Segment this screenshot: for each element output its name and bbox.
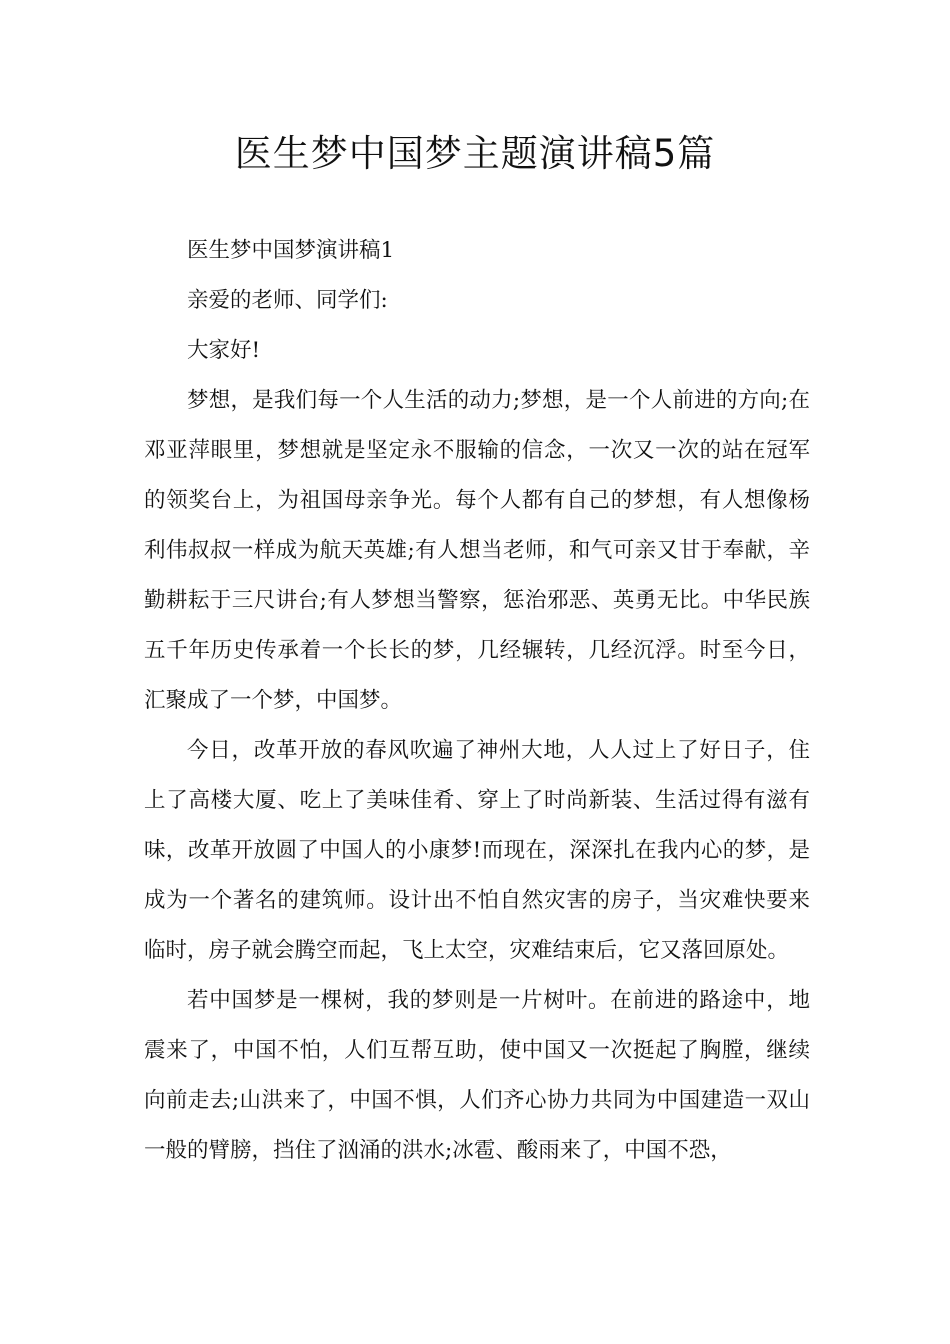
paragraph-tree: 若中国梦是一棵树，我的梦则是一片树叶。在前进的路途中，地震来了，中国不怕，人们互帮互助，使中国又一次挺起了胸膛，继续向前走去;山洪来了，中国不惧，人们齐心协力共同为中国建造一双山一般的臂膀，挡住了汹涌的洪水;冰雹、酸雨来了，中国不恐，: [144, 988, 810, 1163]
paragraph-salutation: 亲爱的老师、同学们:: [187, 288, 388, 313]
paragraph-reform: 今日，改革开放的春风吹遍了神州大地，人人过上了好日子，住上了高楼大厦、吃上了美味佳肴、穿上了时尚新装、生活过得有滋有味，改革开放圆了中国人的小康梦!而现在，深深扎在我内心的梦，是成为一个著名的建筑师。设计出不怕自然灾害的房子，当灾难快要来临时，房子就会腾空而起，飞上太空，灾难结束后，它又落回原处。: [144, 738, 810, 963]
paragraph-greeting: 大家好!: [187, 338, 261, 363]
document-body: [144, 226, 810, 1176]
paragraph-dream-intro: 梦想，是我们每一个人生活的动力;梦想，是一个人前进的方向;在邓亚萍眼里，梦想就是坚定永不服输的信念，一次又一次的站在冠军的领奖台上，为祖国母亲争光。每个人都有自己的梦想，有人想像杨利伟叔叔一样成为航天英雄;有人想当老师，和气可亲又甘于奉献，辛勤耕耘于三尺讲台;有人梦想当警察，惩治邪恶、英勇无比。中华民族五千年历史传承着一个长长的梦，几经辗转，几经沉浮。时至今日，汇聚成了一个梦，中国梦。: [144, 388, 810, 713]
paragraph-speech-heading: 医生梦中国梦演讲稿1: [187, 238, 395, 263]
document-title: 医生梦中国梦主题演讲稿5篇: [234, 132, 716, 175]
